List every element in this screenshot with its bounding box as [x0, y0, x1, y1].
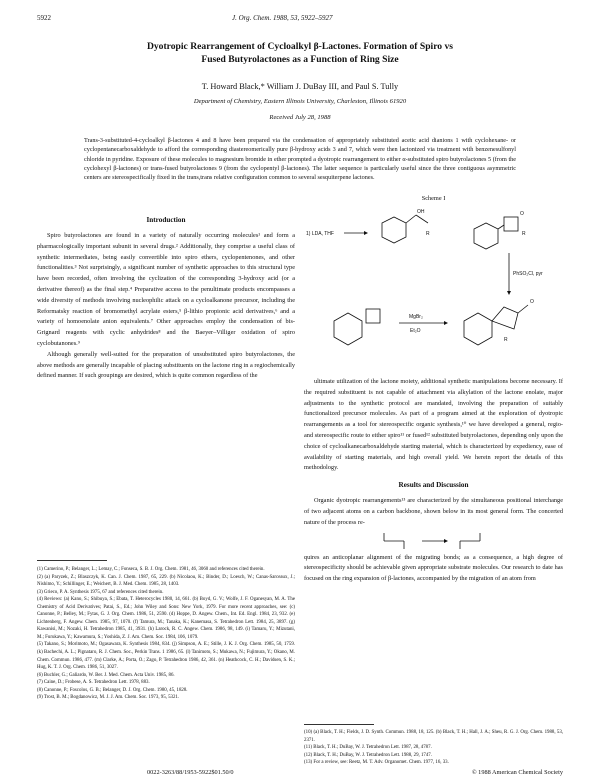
right-column	[304, 377, 563, 585]
footnote-rule-right	[304, 724, 374, 725]
cyclohexane-ring	[382, 217, 406, 243]
received-date: Received July 28, 1988	[269, 114, 331, 121]
reference-item: (7) Caine, D.; Frobese, A. S. Tetrahedron Lett. 1978, 883.	[37, 680, 150, 686]
reference-item: (4) Reviews: (a) Kano, S.; Shibuya, S.; Ebata, T. Heterocycles 1980, 14, 661. (b) Boyd, G. V.; Wolfe, J. F. Oganesyan, M. A. The Chemistry of Acid Derivatives; Patai, S., Ed.; John Wiley and Sons: New York, 1979. For more recent approaches, see: (c) Canonne, P.; Belley, M.; Fytas, G. J. Org. Chem. 1986, 51, 2590. (d) Hoppe, D. Angew. Chem., Int. Ed. Engl. 1984, 23, 932. (e) Lichtenberg, F. Angew. Chem. 1985, 97, 1070. (f) Tamura, M.; Tanaka, K.; Kanemasa, S. Tetrahedron Lett. 1984, 25, 3897. (g) Kawanisi, M.; Nozaki, H. Tetrahedron 1985, 41, 3931. (h) Larock, R. C. Angew. Chem. 1986, 98, 149. (i) Tamaru, Y.; Mizutani, M.; Furukawa, Y.; Kawamura, S.; Yoshida, Z. J. Am. Chem. Soc. 1984, 106, 1079.	[37, 597, 295, 640]
label-o: O	[520, 211, 524, 217]
intro-paragraph-1: Spiro butyrolactones are found in a variety of naturally occurring molecules¹ and form a pharmacologically important subunit in several drugs.² Additionally, they comprise a useful class of synthetic intermediates, being easily convertible into spiro ethers, cyclopentenones, and other functionalities.³ Not surprisingly, a significant number of synthetic approaches to this structural type have been recorded, often involving the cyclization of the corresponding 3-hydroxy acid (or a derivative thereof) as the final step.⁴ Preparative access to the penultimate products encompasses a wide diversity of methods involving nucleophilic attack on a cycloalkanone precursor, including the Reformatsky reaction of bromomethyl acrylate esters,⁵ β-lithio propionic acid derivatives,⁶ and a variety of homoenolate anion equivalents.⁷ Other approaches employ the condensation of bis-Grignard reagents with cyclic anhydrides⁸ and the Baeyer–Villiger oxidation of spiro cyclobutanones.⁹	[37, 232, 295, 347]
bond	[406, 215, 416, 223]
article-code: 0022-3263/88/1953-5922$01.50/0	[147, 769, 234, 776]
reference-item: (9) Trost, B. M.; Bogdanowicz, M. J. J. Am. Chem. Soc. 1973, 95, 5321.	[37, 695, 180, 701]
footnote-rule-left	[37, 560, 107, 561]
results-heading: Results and Discussion	[398, 481, 469, 490]
scheme-1	[304, 195, 563, 373]
author-list: T. Howard Black,* William J. DuBay III, and Paul S. Tully	[201, 82, 399, 91]
carbonyl-bond	[518, 305, 528, 313]
right-paragraph-1: ultimate utilization of the lactone moiety, additional synthetic manipulations become necessary. If the required substituent is not capable of attachment via alkylation of the lactone enolate, major adjustments to the synthetic protocol are mandated, involving the preparation of suitably functionalized precursor molecules. As part of a program aimed at the exploration of dyotropic rearrangements as a tool for stereospecific organic synthesis,¹⁰ we have developed a general, regio- and stereospecific route to either spiro¹¹ or fused¹² substituted butyrolactones, depending only upon the choice of cycloalkanecarboxaldehyde starting material, which is characterized by expediency, ease of availability of starting materials, and high overall yield. We herein report the details of this methodology.	[304, 378, 564, 472]
reference-item: (8) Canonne, P.; Foscolos, G. B.; Belanger, D. J. Org. Chem. 1980, 45, 1828.	[37, 687, 188, 693]
cyclohexane-ring-4	[464, 313, 492, 345]
butyrolactone-ring	[492, 307, 518, 329]
bond	[416, 215, 428, 223]
reference-item: (12) Black, T. H.; DuBay, W. J. Tetrahedron Lett. 1988, 29, 1747.	[304, 752, 432, 758]
affiliation: Department of Chemistry, Eastern Illinois University, Charleston, Illinois 61920	[193, 98, 407, 105]
arrow-head	[444, 321, 448, 325]
label-r-3: R	[504, 337, 508, 343]
cyclohexane-ring-2	[474, 223, 498, 249]
scheme-reagent-1: 1) LDA, THF	[306, 231, 334, 237]
beta-lactone-ring-2	[366, 309, 380, 323]
results-paragraph-1: Organic dyotropic rearrangements¹³ are characterized by the simultaneous positional interchange of two adjacent atoms on a carbon backbone, shown below in its most general form. The concerted nature of the process re-	[304, 497, 563, 526]
bond	[498, 225, 504, 229]
scheme-drawing	[304, 195, 563, 373]
arrow-head	[444, 539, 448, 543]
reference-item: (2) (a) Paryzek, Z.; Blaszczyk, K. Can. J. Chem. 1987, 65, 229. (b) Nicolaou, K.; Binder, D.; Loesch, W.; Canas-Sarceaux, J.; Nishimo, Y.; Schillinger, E.; Weichert, B. J. Med. Chem. 1985, 28, 1403.	[37, 574, 295, 588]
label-oh: OH	[417, 209, 425, 215]
arrow-head	[507, 291, 511, 295]
references-right	[304, 729, 563, 767]
label-o-2: O	[530, 299, 534, 305]
reference-item: (3) Grieco, P. A. Synthesis 1975, 67 and references cited therein.	[37, 589, 164, 595]
reference-item: (13) For a review, see: Reetz, M. T. Adv. Organomet. Chem. 1977, 16, 33.	[304, 760, 449, 766]
reference-item: (6) Buchler, G.; Galiardo, W. Ber. J. Med. Chem. Acta Univ. 1985, 86.	[37, 672, 175, 678]
abstract: Trans-3-substituted-4-cycloalkyl β-lactones 4 and 8 have been prepared via the condensation of appropriately substituted acetic acid dianions 1 with cyclohexane- or cyclopentanecarboxaldehyde to afford the corresponding diastereomerically pure β-hydroxy acids 3 and 7, which were then lactonized via treatment with benzenesulfonyl chloride in pyridine. Exposure of these molecules to magnesium bromide in ether prompted a dyotropic rearrangement to either α-substituted spiro butyrolactones 5 (from the cyclohexyl β-lactones) or trans-fused butyrolactones 9 (from the cyclopentyl β-lactones). The latter sequence is particularly useful since the three contiguous asymmetric centers are stereospecifically fixed in the trans,trans relative configuration common to several sesquiterpene lactones.	[84, 137, 516, 182]
dyotropic-equation	[304, 529, 563, 553]
page-number: 5922	[37, 14, 51, 22]
dyotropic-diagram	[374, 529, 494, 551]
journal-volume: 1988, 53, 5922–5927	[272, 14, 333, 22]
results-paragraph-2: quires an anticoplanar alignment of the migrating bonds; as a consequence, a high degree of stereospecificity should be achievable given appropriate substrate molecules. Our research to date has focused on the ring expansion of β-lactones, accompanied by the migration of an atom from	[304, 553, 563, 583]
beta-lactone-ring	[504, 217, 518, 231]
reference-item: (5) Takano, S.; Morimoto, M.; Ogasawara, K. Synthesis 1984, 834. (j) Simpson, A. E.; Stille, J. K. J. Org. Chem. 1985, 50, 1759. (k) Bachechi, A. L.; Pignataro, R. J. Chem. Soc., Perkin Trans. 1 1986, 65. (l) Tanimoto, S.; Mukawa, N.; Fujimura, Y.; Okano, M. Chem. Commun. 1986, 477. (m) Clarke, A.; Porta, O.; Zago, P. Tetrahedron 1986, 42, 361. (n) Heathcock, C. H.; Davidsen, S. K.; Hug, K. T. J. Org. Chem. 1986, 51, 3027.	[37, 642, 295, 671]
left-column	[37, 215, 295, 382]
scheme-label: Scheme I	[421, 195, 446, 202]
cyclohexane-ring-3	[334, 313, 362, 345]
label-r-2: R	[522, 231, 526, 237]
arrow-head	[364, 231, 368, 235]
scheme-reagent-2: PhSO₂Cl, pyr	[513, 271, 543, 277]
reference-item: (1) Camerino, P.; Belanger, L.; Lemay, C.; Fonseca, S. B. J. Org. Chem. 1981, 46, 3060 and references cited therein.	[37, 567, 265, 572]
reference-item: (11) Black, T. H.; DuBay, W. J. Tetrahedron Lett. 1987, 28, 4787.	[304, 745, 432, 751]
title-line-1: Dyotropic Rearrangement of Cycloalkyl β-Lactones. Formation of Spiro vs	[146, 41, 454, 52]
reference-item: (10) (a) Black, T. H.; Fields, J. D. Synth. Commun. 1988, 18, 125. (b) Black, T. H.; Hall, J. A.; Sheu, R. G. J. Org. Chem. 1988, 53, 2371.	[304, 730, 563, 743]
journal-name: J. Org. Chem.	[232, 14, 272, 22]
title-line-2: Fused Butyrolactones as a Function of Ring Size	[201, 54, 399, 65]
intro-paragraph-2: Although generally well-suited for the preparation of unsubstituted spiro butyrolactones, the above methods are generally incapable of placing substituents on the lactone ring in a regiochemically defined manner. If such groupings are desired, which is quite common regardless of the	[37, 350, 295, 380]
copyright: © 1988 American Chemical Society	[471, 769, 563, 776]
introduction-heading: Introduction	[146, 216, 186, 224]
scheme-reagent-4: Et₂O	[410, 328, 421, 334]
references-left	[37, 566, 295, 702]
scheme-reagent-3: MgBr₂	[409, 314, 423, 320]
label-r: R	[426, 231, 430, 237]
article-title	[60, 40, 540, 66]
